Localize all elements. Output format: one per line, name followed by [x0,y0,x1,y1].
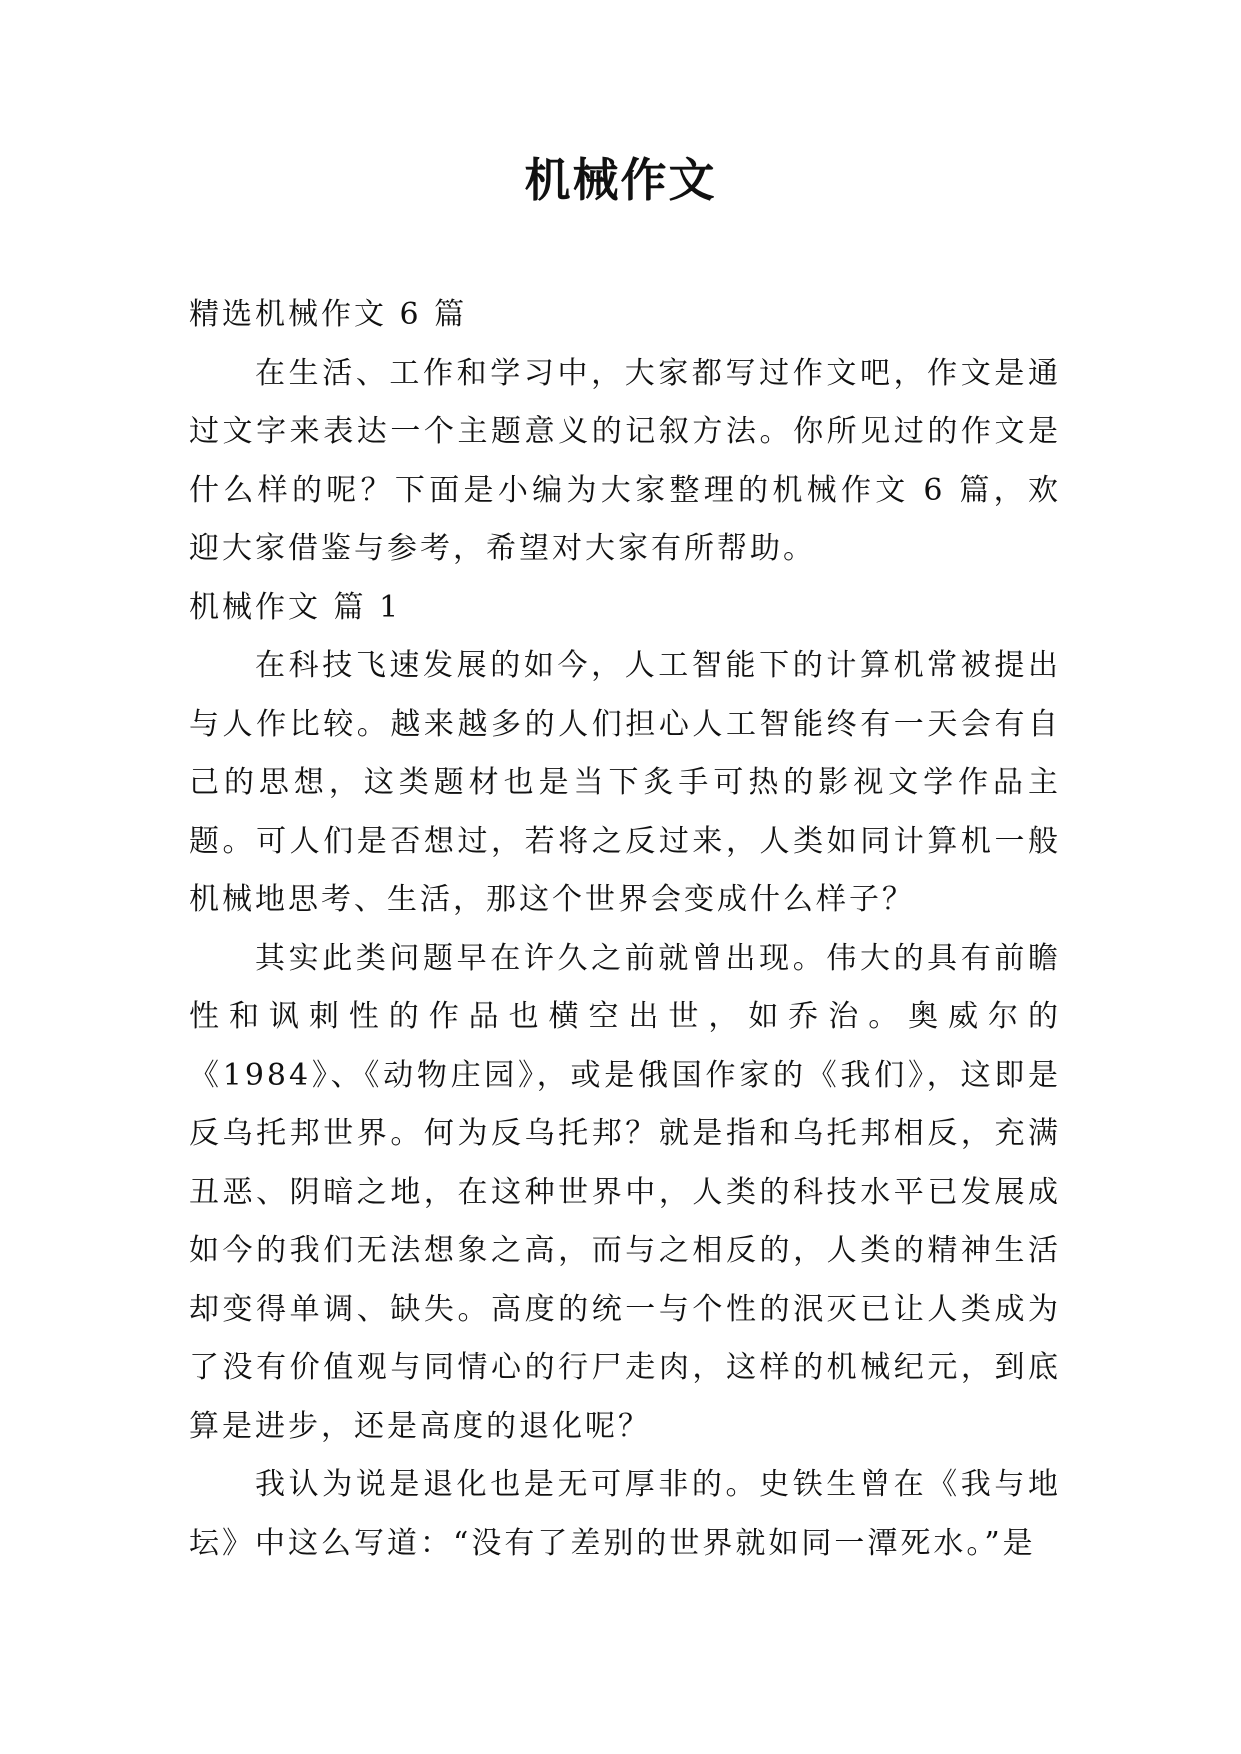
page-title: 机械作文 [524,153,717,207]
section-heading: 机械作文 篇 1 [189,589,402,625]
body-paragraph-1: 在科技飞速发展的如今，人工智能下的计算机常被提出与人作比较。越来越多的人们担心人工智能终有一天会有自己的思想，这类题材也是当下炙手可热的影视文学作品主题。可人们是否想过，若将之反过来，人类如同计算机一般机械地思考、生活，那这个世界会变成什么样子？ [189,648,1061,917]
document-body [189,286,1061,1573]
body-paragraph-3: 我认为说是退化也是无可厚非的。史铁生曾在《我与地坛》中这么写道：“没有了差别的世界就如同一潭死水。”是 [189,1467,1061,1561]
subtitle: 精选机械作文 6 篇 [189,297,468,332]
body-paragraph-2: 其实此类问题早在许久之前就曾出现。伟大的具有前瞻性和讽刺性的作品也横空出世，如乔治。奥威尔的《1984》、《动物庄园》，或是俄国作家的《我们》，这即是反乌托邦世界。何为反乌托邦？就是指和乌托邦相反，充满丑恶、阴暗之地，在这种世界中，人类的科技水平已发展成如今的我们无法想象之高，而与之相反的，人类的精神生活却变得单调、缺失。高度的统一与个性的泯灭已让人类成为了没有价值观与同情心的行尸走肉，这样的机械纪元，到底算是进步，还是高度的退化呢？ [189,940,1061,1444]
intro-paragraph: 在生活、工作和学习中，大家都写过作文吧，作文是通过文字来表达一个主题意义的记叙方法。你所见过的作文是什么样的呢？下面是小编为大家整理的机械作文 6 篇，欢迎大家借鉴与参考，希望对大家有所帮助。 [189,355,1061,566]
